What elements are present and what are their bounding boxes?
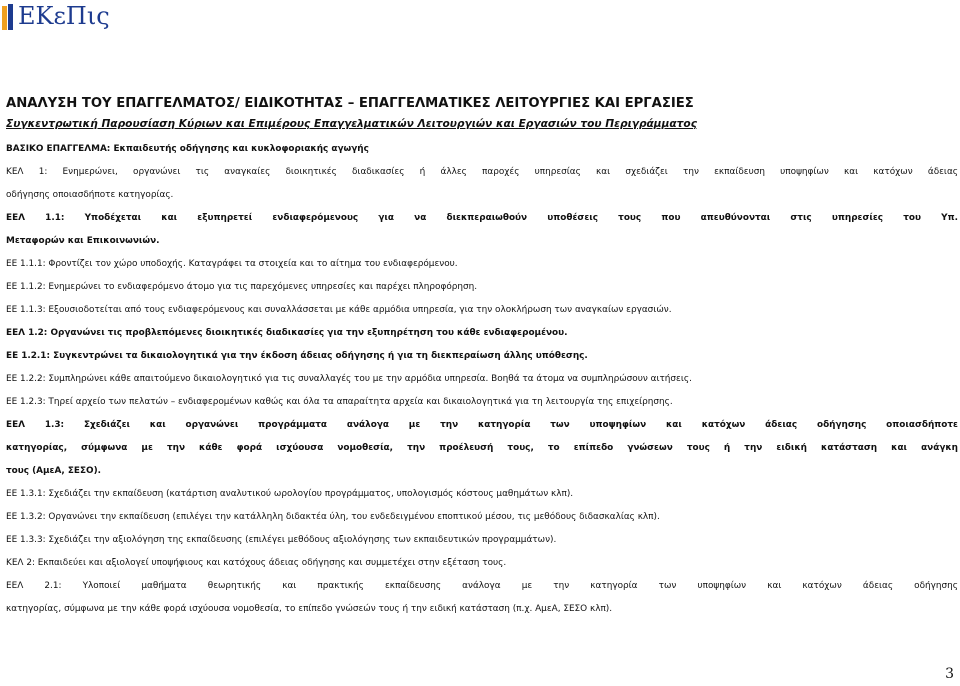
page-number: 3 — [945, 666, 954, 682]
ee113-item: ΕΕ 1.1.3: Εξουσιοδοτείται από τους ενδιαφερόμενους και συναλλάσσεται με κάθε αρμόδια υπηρεσία, για την ολοκλήρωση των αναγκαίων εργασιών. — [6, 305, 672, 315]
ee111-item: ΕΕ 1.1.1: Φροντίζει τον χώρο υποδοχής. Καταγράφει τα στοιχεία και το αίτημα του ενδιαφερόμενου. — [6, 259, 458, 269]
ekepis-logo — [0, 0, 110, 32]
ee132-item: ΕΕ 1.3.2: Οργανώνει την εκπαίδευση (επιλέγει την κατάλληλη διδακτέα ύλη, του ενδεδειγμένου εποπτικού μέσου, τις μεθόδους διδασκαλίας κλπ). — [6, 512, 660, 522]
ee122-item: ΕΕ 1.2.2: Συμπληρώνει κάθε απαιτούμενο δικαιολογητικό για τις συναλλαγές του με την αρμόδια υπηρεσία. Βοηθά τα άτομα να συμπληρώσουν αιτήσεις. — [6, 374, 692, 384]
subheading: Συγκεντρωτική Παρουσίαση Κύριων και Επιμέρους Επαγγελματικών Λειτουργιών και Εργασιών του Περιγράμματος — [6, 118, 697, 130]
kel1-line1: ΚΕΛ 1: Ενημερώνει, οργανώνει τις αναγκαίες διοικητικές διαδικασίες ή άλλες παροχές υπηρεσίας και σχεδιάζει την εκπαίδευση υποψηφίων και κατόχων άδειας — [6, 167, 958, 177]
eel21-line1: ΕΕΛ 2.1: Υλοποιεί μαθήματα θεωρητικής και πρακτικής εκπαίδευσης ανάλογα με την κατηγορία των υποψηφίων και κατόχων άδειας οδήγησης — [6, 581, 958, 591]
eel12-item: ΕΕΛ 1.2: Οργανώνει τις προβλεπόμενες διοικητικές διαδικασίες για την εξυπηρέτηση του κάθε ενδιαφερομένου. — [6, 328, 568, 338]
eel13-line3: τους (ΑμεΑ, ΣΕΣΟ). — [6, 466, 101, 476]
kel2-item: ΚΕΛ 2: Εκπαιδεύει και αξιολογεί υποψήφιους και κατόχους άδειας οδήγησης και συμμετέχει στην εξέταση τους. — [6, 558, 507, 568]
logo-mark-icon — [2, 2, 16, 30]
profession-title: ΒΑΣΙΚΟ ΕΠΑΓΓΕΛΜΑ: Εκπαιδευτής οδήγησης και κυκλοφοριακής αγωγής — [6, 144, 369, 154]
kel1-line2: οδήγησης οποιασδήποτε κατηγορίας. — [6, 190, 174, 200]
eel13-line1: ΕΕΛ 1.3: Σχεδιάζει και οργανώνει προγράμματα ανάλογα με την κατηγορία των υποψηφίων και κατόχων άδειας οδήγησης οποιασδήποτε — [6, 420, 958, 430]
page-heading: ΑΝΑΛΥΣΗ ΤΟΥ ΕΠΑΓΓΕΛΜΑΤΟΣ/ ΕΙΔΙΚΟΤΗΤΑΣ – ΕΠΑΓΓΕΛΜΑΤΙΚΕΣ ΛΕΙΤΟΥΡΓΙΕΣ ΚΑΙ ΕΡΓΑΣΙΕΣ — [6, 96, 694, 111]
eel11-line2: Μεταφορών και Επικοινωνιών. — [6, 236, 160, 246]
eel13-line2: κατηγορίας, σύμφωνα με την κάθε φορά ισχύουσα νομοθεσία, την προέλευσή τους, το επίπεδο γνώσεων τους ή την ειδική κατάσταση και ανάγκη — [6, 443, 958, 453]
ee133-item: ΕΕ 1.3.3: Σχεδιάζει την αξιολόγηση της εκπαίδευσης (επιλέγει μεθόδους αξιολόγησης των εκπαιδευτικών προγραμμάτων). — [6, 535, 557, 545]
eel11-line1: ΕΕΛ 1.1: Υποδέχεται και εξυπηρετεί ενδιαφερόμενους για να διεκπεραιωθούν υποθέσεις τους που απευθύνονται στις υπηρεσίες του Υπ. — [6, 213, 958, 223]
ee112-item: ΕΕ 1.1.2: Ενημερώνει το ενδιαφερόμενο άτομο για τις παρεχόμενες υπηρεσίες και παρέχει πληροφόρηση. — [6, 282, 478, 292]
logo-text: ΕΚεΠις — [18, 2, 110, 30]
ee131-item: ΕΕ 1.3.1: Σχεδιάζει την εκπαίδευση (κατάρτιση αναλυτικού ωρολογίου προγράμματος, υπολογισμός κόστους μαθημάτων κλπ). — [6, 489, 574, 499]
document-body — [6, 92, 958, 621]
eel21-line2: κατηγορίας, σύμφωνα με την κάθε φορά ισχύουσα νομοθεσία, το επίπεδο γνώσεών τους ή την ειδική κατάσταση (π.χ. ΑμεΑ, ΣΕΣΟ κλπ). — [6, 604, 613, 614]
ee121-item: ΕΕ 1.2.1: Συγκεντρώνει τα δικαιολογητικά για την έκδοση άδειας οδήγησης ή για τη διεκπεραίωση άλλης υπόθεσης. — [6, 351, 588, 361]
ee123-item: ΕΕ 1.2.3: Τηρεί αρχείο των πελατών – ενδιαφερομένων καθώς και όλα τα απαραίτητα αρχεία και δικαιολογητικά για τη λειτουργία της επιχείρησης. — [6, 397, 673, 407]
